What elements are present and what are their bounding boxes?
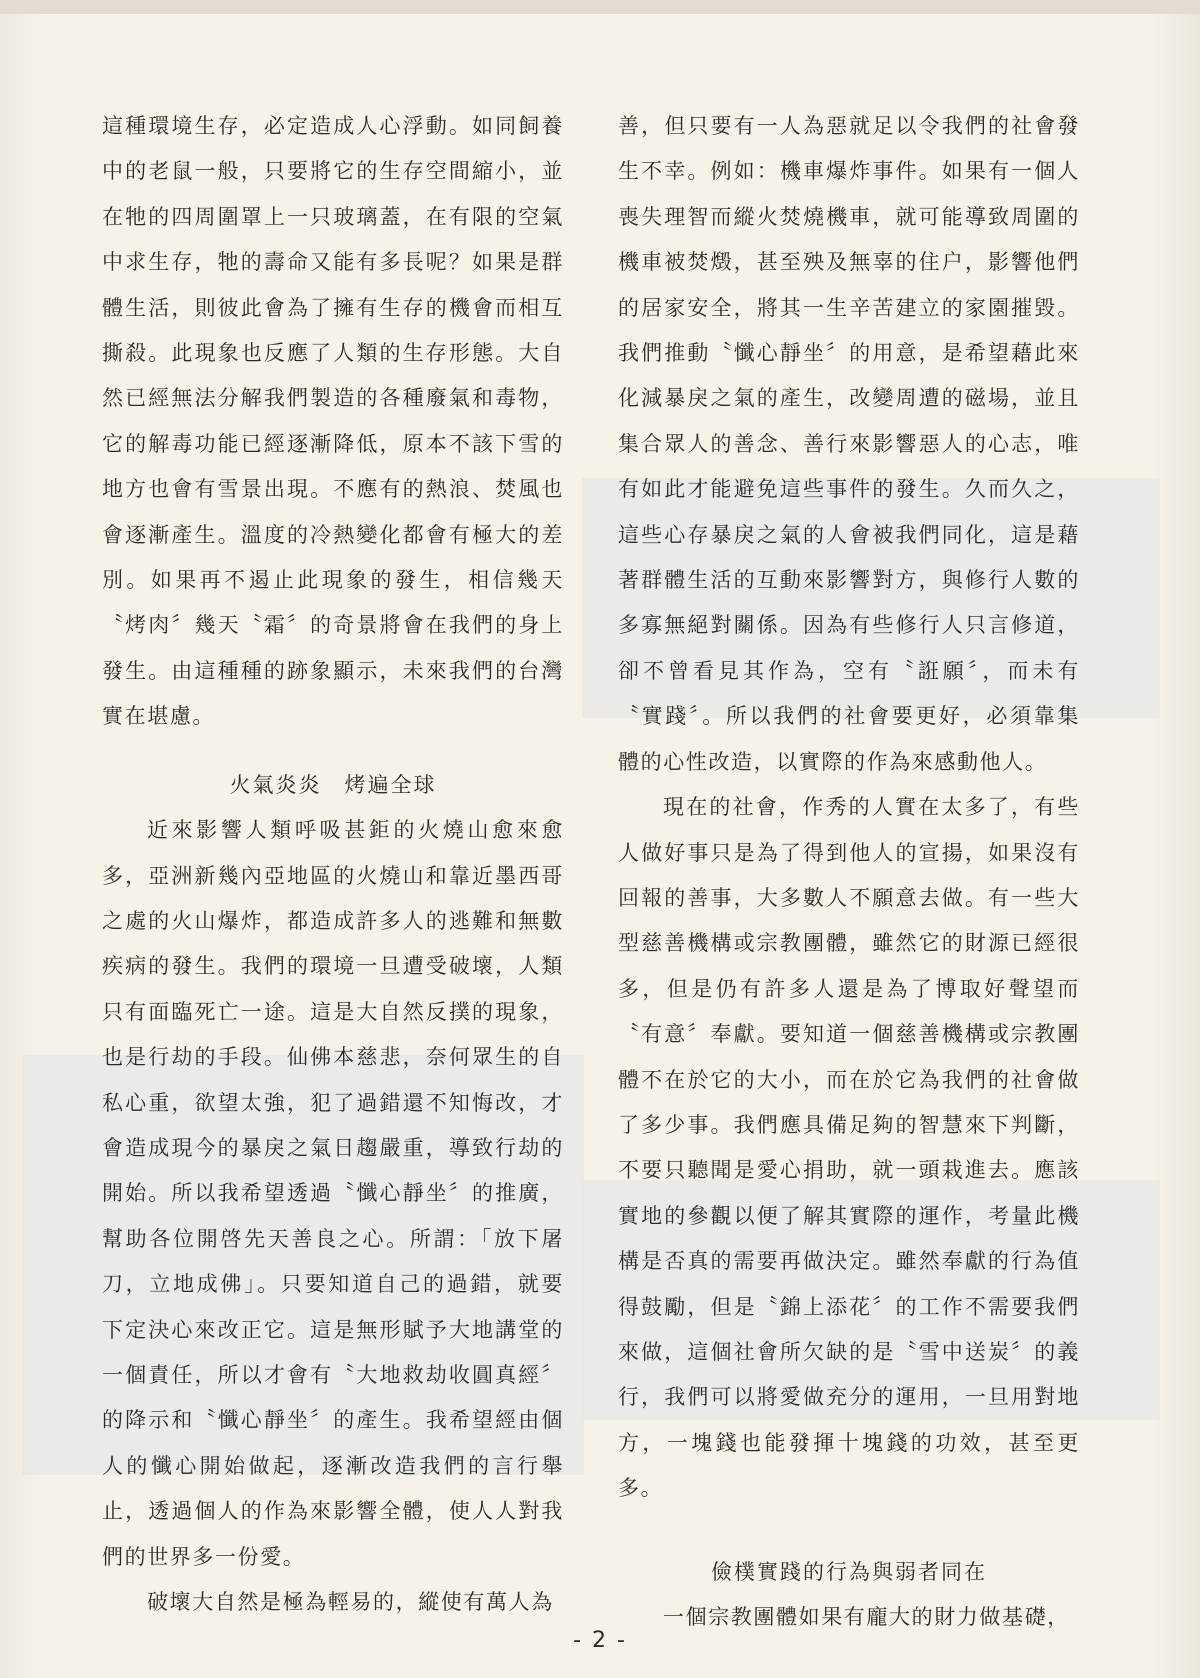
left-paragraph-1: 這種環境生存，必定造成人心浮動。如同飼養中的老鼠一般，只要將它的生存空間縮小，並在牠的四周圍罩上一只玻璃蓋，在有限的空氣中求生存，牠的壽命又能有多長呢？如果是群體生活，則彼此會為了擁有生存的機會而相互撕殺。此現象也反應了人類的生存形態。大自然已經無法分解我們製造的各種廢氣和毒物，它的解毒功能已經逐漸降低，原本不該下雪的地方也會有雪景出現。不應有的熱浪、焚風也會逐漸產生。溫度的冷熱變化都會有極大的差別。如果再不遏止此現象的發生，相信幾天〝烤肉〞幾天〝霜〞的奇景將會在我們的身上發生。由這種種的跡象顯示，未來我們的台灣實在堪慮。 [102,114,564,729]
left-column [102,104,564,1625]
left-paragraph-2: 近來影響人類呼吸甚鉅的火燒山愈來愈多，亞洲新幾內亞地區的火燒山和靠近墨西哥之處的火山爆炸，都造成許多人的逃難和無數疾病的發生。我們的環境一旦遭受破壞，人類只有面臨死亡一途。這是大自然反撲的現象，也是行劫的手段。仙佛本慈悲，奈何眾生的自私心重，欲望太強，犯了過錯還不知悔改，才會造成現今的暴戾之氣日趨嚴重，導致行劫的開始。所以我希望透過〝懺心靜坐〞的推廣，幫助各位開啓先天善良之心。所謂：「放下屠刀，立地成佛」。只要知道自己的過錯，就要下定決心來改正它。這是無形賦予大地講堂的一個責任，所以才會有〝大地救劫收圓真經〞的降示和〝懺心靜坐〞的產生。我希望經由個人的懺心開始做起，逐漸改造我們的言行舉止，透過個人的作為來影響全體，使人人對我們的世界多一份愛。 [102,818,564,1569]
right-column [618,104,1080,1640]
page-top-edge [0,0,1200,14]
page-number: - 2 - [573,1628,627,1653]
right-paragraph-1: 善，但只要有一人為惡就足以令我們的社會發生不幸。例如：機車爆炸事件。如果有一個人喪失理智而縱火焚燒機車，就可能導致周圍的機車被焚燬，甚至殃及無辜的住户，影響他們的居家安全，將其一生辛苦建立的家園摧毀。我們推動〝懺心靜坐〞的用意，是希望藉此來化減暴戾之氣的產生，改變周遭的磁場，並且集合眾人的善念、善行來影響惡人的心志，唯有如此才能避免這些事件的發生。久而久之，這些心存暴戾之氣的人會被我們同化，這是藉著群體生活的互動來影響對方，與修行人數的多寡無絕對關係。因為有些修行人只言修道，卻不曾看見其作為，空有〝誑願〞，而未有〝實踐〞。所以我們的社會要更好，必須靠集體的心性改造，以實際的作為來感動他人。 [618,114,1080,774]
left-section-heading: 火氣炎炎 烤遍全球 [229,772,437,797]
left-paragraph-3: 破壞大自然是極為輕易的，縱使有萬人為 [147,1590,554,1614]
right-paragraph-2: 現在的社會，作秀的人實在太多了，有些人做好事只是為了得到他人的宣揚，如果沒有回報的善事，大多數人不願意去做。有一些大型慈善機構或宗教團體，雖然它的財源已經很多，但是仍有許多人還是為了博取好聲望而〝有意〞奉獻。要知道一個慈善機構或宗教團體不在於它的大小，而在於它為我們的社會做了多少事。我們應具備足夠的智慧來下判斷，不要只聽聞是愛心捐助，就一頭栽進去。應該實地的參觀以便了解其實際的運作，考量此機構是否真的需要再做決定。雖然奉獻的行為值得鼓勵，但是〝錦上添花〞的工作不需要我們來做，這個社會所欠缺的是〝雪中送炭〞的義行，我們可以將愛做充分的運用，一旦用對地方，一塊錢也能發揮十塊錢的功效，甚至更多。 [618,795,1080,1501]
right-paragraph-3: 一個宗教團體如果有龐大的財力做基礎， [663,1605,1070,1629]
right-section-heading: 儉樸實踐的行為與弱者同在 [711,1559,987,1584]
